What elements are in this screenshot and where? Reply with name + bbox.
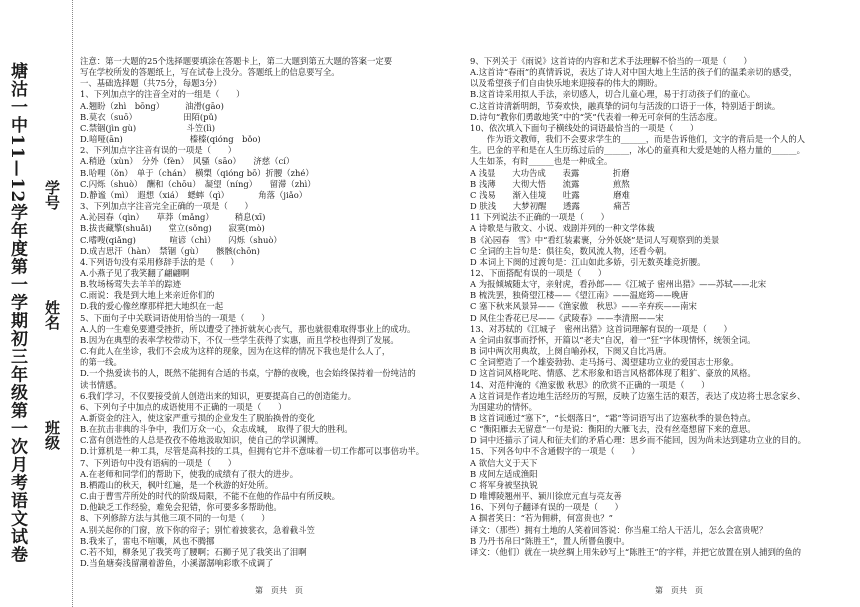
text-line: C 全词的主旨句是：俱往矣，数风流人物，还看今朝。 (470, 245, 672, 256)
right-column (470, 56, 852, 558)
text-line: A 掴者笑日：“若为佣耕，何富贵也？” (470, 513, 613, 524)
text-line: A.稍逊（xùn） 分外（fèn） 风骚（sāo） 济慈（cí） (80, 156, 295, 167)
text-line: 生。巴金的平和是在人生历练过后的______，冰心的童真和大爱是她的人格力量的______。 (470, 145, 805, 156)
text-line: A 浅显 大功告成 表露 折磨 (470, 167, 630, 178)
text-line: B 戍间左适成渔阳 (470, 468, 538, 479)
text-line: D.诗句“教你们勇敢地笑”中的“笑”代表着一种无可奈何的生活态度。 (470, 111, 723, 122)
text-line: 1、下列加点字的注音全对的一组是（ ） (80, 89, 245, 100)
text-line: A.小燕子见了我笑翻了翩翩啊 (80, 267, 190, 278)
text-line: D.我的爱心像丝摩那样把大地织在一起 (80, 301, 224, 312)
text-line: A 全词由叙事而抒怀，开篇以“老夫”自况，着一“狂”字体现情怀，统领全词。 (470, 334, 756, 345)
text-line: D 风住尘香花已尽——《武陵春》——李清照——宋 (470, 312, 664, 323)
text-line: 15、下列各句中不含通假字的一项是（ ） (470, 446, 640, 457)
binding-margin (0, 0, 73, 607)
text-line: C.由于曹雪芹所处的时代的阶级局限，不能不在他的作品中有所反映。 (80, 491, 341, 502)
text-line: B 梳洗罢，独倚望江楼——《望江南》——温庭筠——晚唐 (470, 290, 689, 301)
text-line: B.拔丧藏擎(shuǎi) 堂立(sǒng) 寂寞(mò) (80, 223, 265, 234)
text-line: B.牧场杨莺失去羊羊的踪迹 (80, 279, 181, 290)
text-line: C 塞下秋来风景异——《渔家傲 秋思》——辛弃疾——南宋 (470, 301, 697, 312)
text-line: D 肤浅 大梦初醒 透露 痛苦 (470, 201, 631, 212)
text-line: 注意：第一大题的25个选择题要填涂在答题卡上，第二大题到第五大题的答案一定要 (80, 56, 393, 66)
text-line: C 将军身被坚执锐 (470, 479, 538, 490)
text-line: D.成吉思汗（hàn） 禁锢（gù） 骸骸(chōn) (80, 245, 260, 256)
text-line: C “衡阳雁去无留意”一句是说：衡阳的大雁飞去，没有丝毫想留下来的意思。 (470, 424, 756, 435)
text-line: C.有此人在坐诊，我们不会成为这样的现象，因为在这样的情况下我也是什么人了， (80, 346, 391, 357)
page-footer-right: 第 页共 页 (655, 586, 703, 595)
text-line: D.计算机是一种工具，尽管是高科技的工具，但拥有它并不意味着一切工作都可以事倍功半。 (80, 446, 425, 457)
text-line: A.这首诗“春雨”的真情诉说，表达了诗人对中国大地上生活的孩子们的温柔亲切的感受， (470, 67, 798, 78)
text-line: D 本词上下阕的过渡句是：江山如此多娇，引无数英雄竞折腰。 (470, 256, 706, 267)
text-line: C.闪烁（shuò） 酬和（chōu） 凝望（níng） 留滞（zhì） (80, 178, 316, 189)
text-line: 读书情感。 (80, 379, 122, 390)
text-line: B 词中两次用典故，上阕自喻孙权，下阕又自比冯唐。 (470, 346, 672, 357)
text-line: B《沁园春 雪》中“看红装素裹，分外妖娆”是词人写观察到的美景 (470, 234, 720, 245)
text-line: 11 下列说法不正确的一项是（ ） (470, 212, 609, 223)
text-line: B.哈哩（ǒn） 单于（chán） 横槊（qióng bō）折腰（zhé） (80, 167, 314, 178)
text-line: D.一个热爱读书的人，既然不能拥有合适的书桌，宁静的夜晚，也会始终保持着一份纯洁的 (80, 368, 416, 379)
text-line: 5、下面句子中关联词语使用恰当的一项是（ ） (80, 312, 270, 323)
text-line: D 这首词风格叱咤、情感、艺术形象和语言风格都体现了粗犷、豪放的风格。 (470, 368, 756, 379)
text-line: A 为报倾城随太守，亲射虎，看孙郎——《江城子 密州出猎》——苏轼——北宋 (470, 279, 767, 290)
text-line: B.因为在典型的表率学校带动下，不仅一些学生获得了实惠，而且学校也得到了发展。 (80, 334, 399, 345)
text-line: 16、下列句子翻译有误的一项是（ ） (470, 502, 624, 513)
student-no-label: 学号 (43, 180, 61, 210)
text-line: A.翘盼（zhì bōng） 油滑(gāo) (80, 100, 224, 111)
text-line: B 这首词通过“塞下”，“长烟落日”，“霜”等词语写出了边塞秋季的景色特点。 (470, 413, 756, 423)
text-line: A.新资金的注入，使这家严重亏损的企业发生了脱胎换骨的变化 (80, 413, 315, 423)
text-line: 6.我们学习，不仅要接受前人创造出来的知识，更要提高自己的创造能力。 (80, 390, 356, 401)
text-line: B 浅薄 大彻大悟 流露 煎熬 (470, 178, 630, 189)
text-line: A.人的一生难免要遭受挫折，所以遭受了挫折就灰心丧气，那也就很难取得事业上的成功。 (80, 323, 416, 334)
left-column (80, 56, 456, 569)
text-line: C 全词塑造了一个雄姿勃勃、走马扬弓、渴望建功立业的爱国志士形象。 (470, 357, 739, 368)
text-line: 作为语文教师，我们不会要求学生的______，而是告诉他们，文字的背后是一个人的人 (470, 134, 805, 145)
text-line: D.当鱼塘奏浅留潮着游鱼，小溪潺潺响彩歌不成调了 (80, 558, 274, 569)
text-line: 写在学校所发的答题纸上，写在试卷上没分。答题纸上的信息要写全。 (80, 67, 340, 78)
exam-title: 塘沽一中11—12学年度第一学期初三年级第一次月考语文试卷 (7, 62, 27, 564)
text-line: A 欲信大义于天下 (470, 457, 538, 468)
text-line: 一、基础选择题（共75分，每题3分） (80, 78, 222, 89)
text-line: C 浅易 渐入佳境 吐露 磨难 (470, 189, 630, 200)
text-line: A.在老师和同学们的帮助下，使我的成绩有了很大的进步。 (80, 468, 299, 479)
page-footer-left: 第 页共 页 (255, 586, 303, 595)
text-line: B.栖霞山的秋天，枫叶红遍，是一个秋游的好处所。 (80, 479, 274, 490)
text-line: 12、下面搭配有误的一项是（ ） (470, 267, 607, 278)
text-line: C.这首诗清新明朗，节奏欢快，融真挚的词句与活泼的口语于一体，特别适于朗读。 (470, 100, 781, 111)
text-line: B 乃丹书帛曰“陈胜王”，置人所罾鱼腹中。 (470, 535, 630, 546)
text-line: D.他缺乏工作经验，难免会犯错，你可要多多帮助他。 (80, 502, 282, 513)
text-line: A 这首词是作者边地生活经历的写照，反映了边塞生活的艰苦，表达了戍边将士思念家乡、 (470, 390, 806, 401)
text-line: C.若不知，柳条见了我笑弯了腰啊；石狮子见了我笑出了泪啊 (80, 546, 307, 557)
text-line: A.沁园春（qìn） 草莽（mǎng） 稍息(xī) (80, 212, 266, 223)
text-line: C.富有创造性的人总是孜孜不倦地汲取知识，使自己的学识渊博。 (80, 435, 324, 446)
text-line: B.莫衣（suō） 田陌(pǔ) (80, 111, 218, 122)
text-line: 译文：（那些）拥有土地的人笑着回答说：你当雇工给人干活儿，怎么会富贵呢？ (470, 524, 768, 535)
text-line: 人生如茶，有时______也是一种成全。 (470, 156, 613, 167)
text-line: D.静谧（mì） 遐想（xiá） 蟋蟀（qì） 角落（jiǎo） (80, 189, 308, 200)
text-line: B.我来了，雷电不喧嚷，风也不腾挪 (80, 535, 215, 546)
name-label: 姓名 (43, 300, 61, 330)
text-line: 4.下列语句没有采用修辞手法的是（ ） (80, 256, 239, 267)
text-line: B.在抗击非典的斗争中，我们万众一心，众志成城， 取得了很大的胜利。 (80, 424, 353, 435)
text-line: A 诗歌是与散文、小说、戏剧并列的一种文学体裁 (470, 223, 655, 234)
text-line: 13、对苏轼的《江城子 密州出猎》这首词理解有误的一项是（ ） (470, 323, 732, 334)
class-label: 班级 (43, 420, 61, 450)
text-line: D 词中还描示了词人和征夫们的矛盾心理：思乡而不能回，因为尚未达到建功立业的目的。 (470, 435, 806, 446)
text-line: A.别关起你的门窗，放下你的帘子；别忙着披裳衣，急着截斗笠 (80, 524, 315, 535)
text-line: 3、下列加点字注音完全正确的一项是（ ） (80, 201, 253, 212)
text-line: 2、下列加点字注音有误的一项是（ ） (80, 145, 237, 156)
text-line: D 唯博陵翘州平、颍川徐庶元直与亮友善 (470, 491, 622, 502)
text-line: B.这首诗采用拟人手法，亲切感人，切合儿童心理，易于打动孩子们的童心。 (470, 89, 756, 100)
text-line: 10、依次填入下面句子横线处的词语最恰当的一项是（ ） (470, 122, 699, 133)
text-line: C.禁锢(jìn gù) 斗笠(lì) (80, 122, 216, 133)
text-line: 7、下列语句中没有语病的一项是（ ） (80, 457, 237, 468)
text-line: 以及希望孩子们自由快乐地来迎接春的伟大的期盼。 (470, 78, 663, 89)
text-line: 的第一线。 (80, 357, 122, 368)
text-line: C.雨说：我是到大地上来亲近你们的 (80, 290, 215, 301)
text-line: C.嗜嗖(qiǎng) 喧谚（chì） 闪烁（shuò） (80, 234, 282, 245)
text-line: 14、对范仲淹的《渔家傲 秋思》的欣赏不正确的一项是（ ） (470, 379, 710, 390)
text-line: 9、下列关于《雨说》这首诗的内容和艺术手法理解不恰当的一项是（ ） (470, 56, 752, 66)
text-line: 为国建功的情怀。 (470, 401, 537, 412)
text-line: 8、下列修辞方法与其他三项不同的一句是（ ） (80, 513, 270, 524)
text-line: D.喑哑(ān) 榛榛(qióng bǒo) (80, 134, 261, 145)
text-line: 译文：（他们）就在一块丝绸上用朱砂写上“陈胜王”的字样，并把它放置在别人捕到的鱼的 (470, 546, 801, 557)
text-line: 6、下列句子中加点的成语使用不正确的一项是（ ） (80, 401, 287, 412)
